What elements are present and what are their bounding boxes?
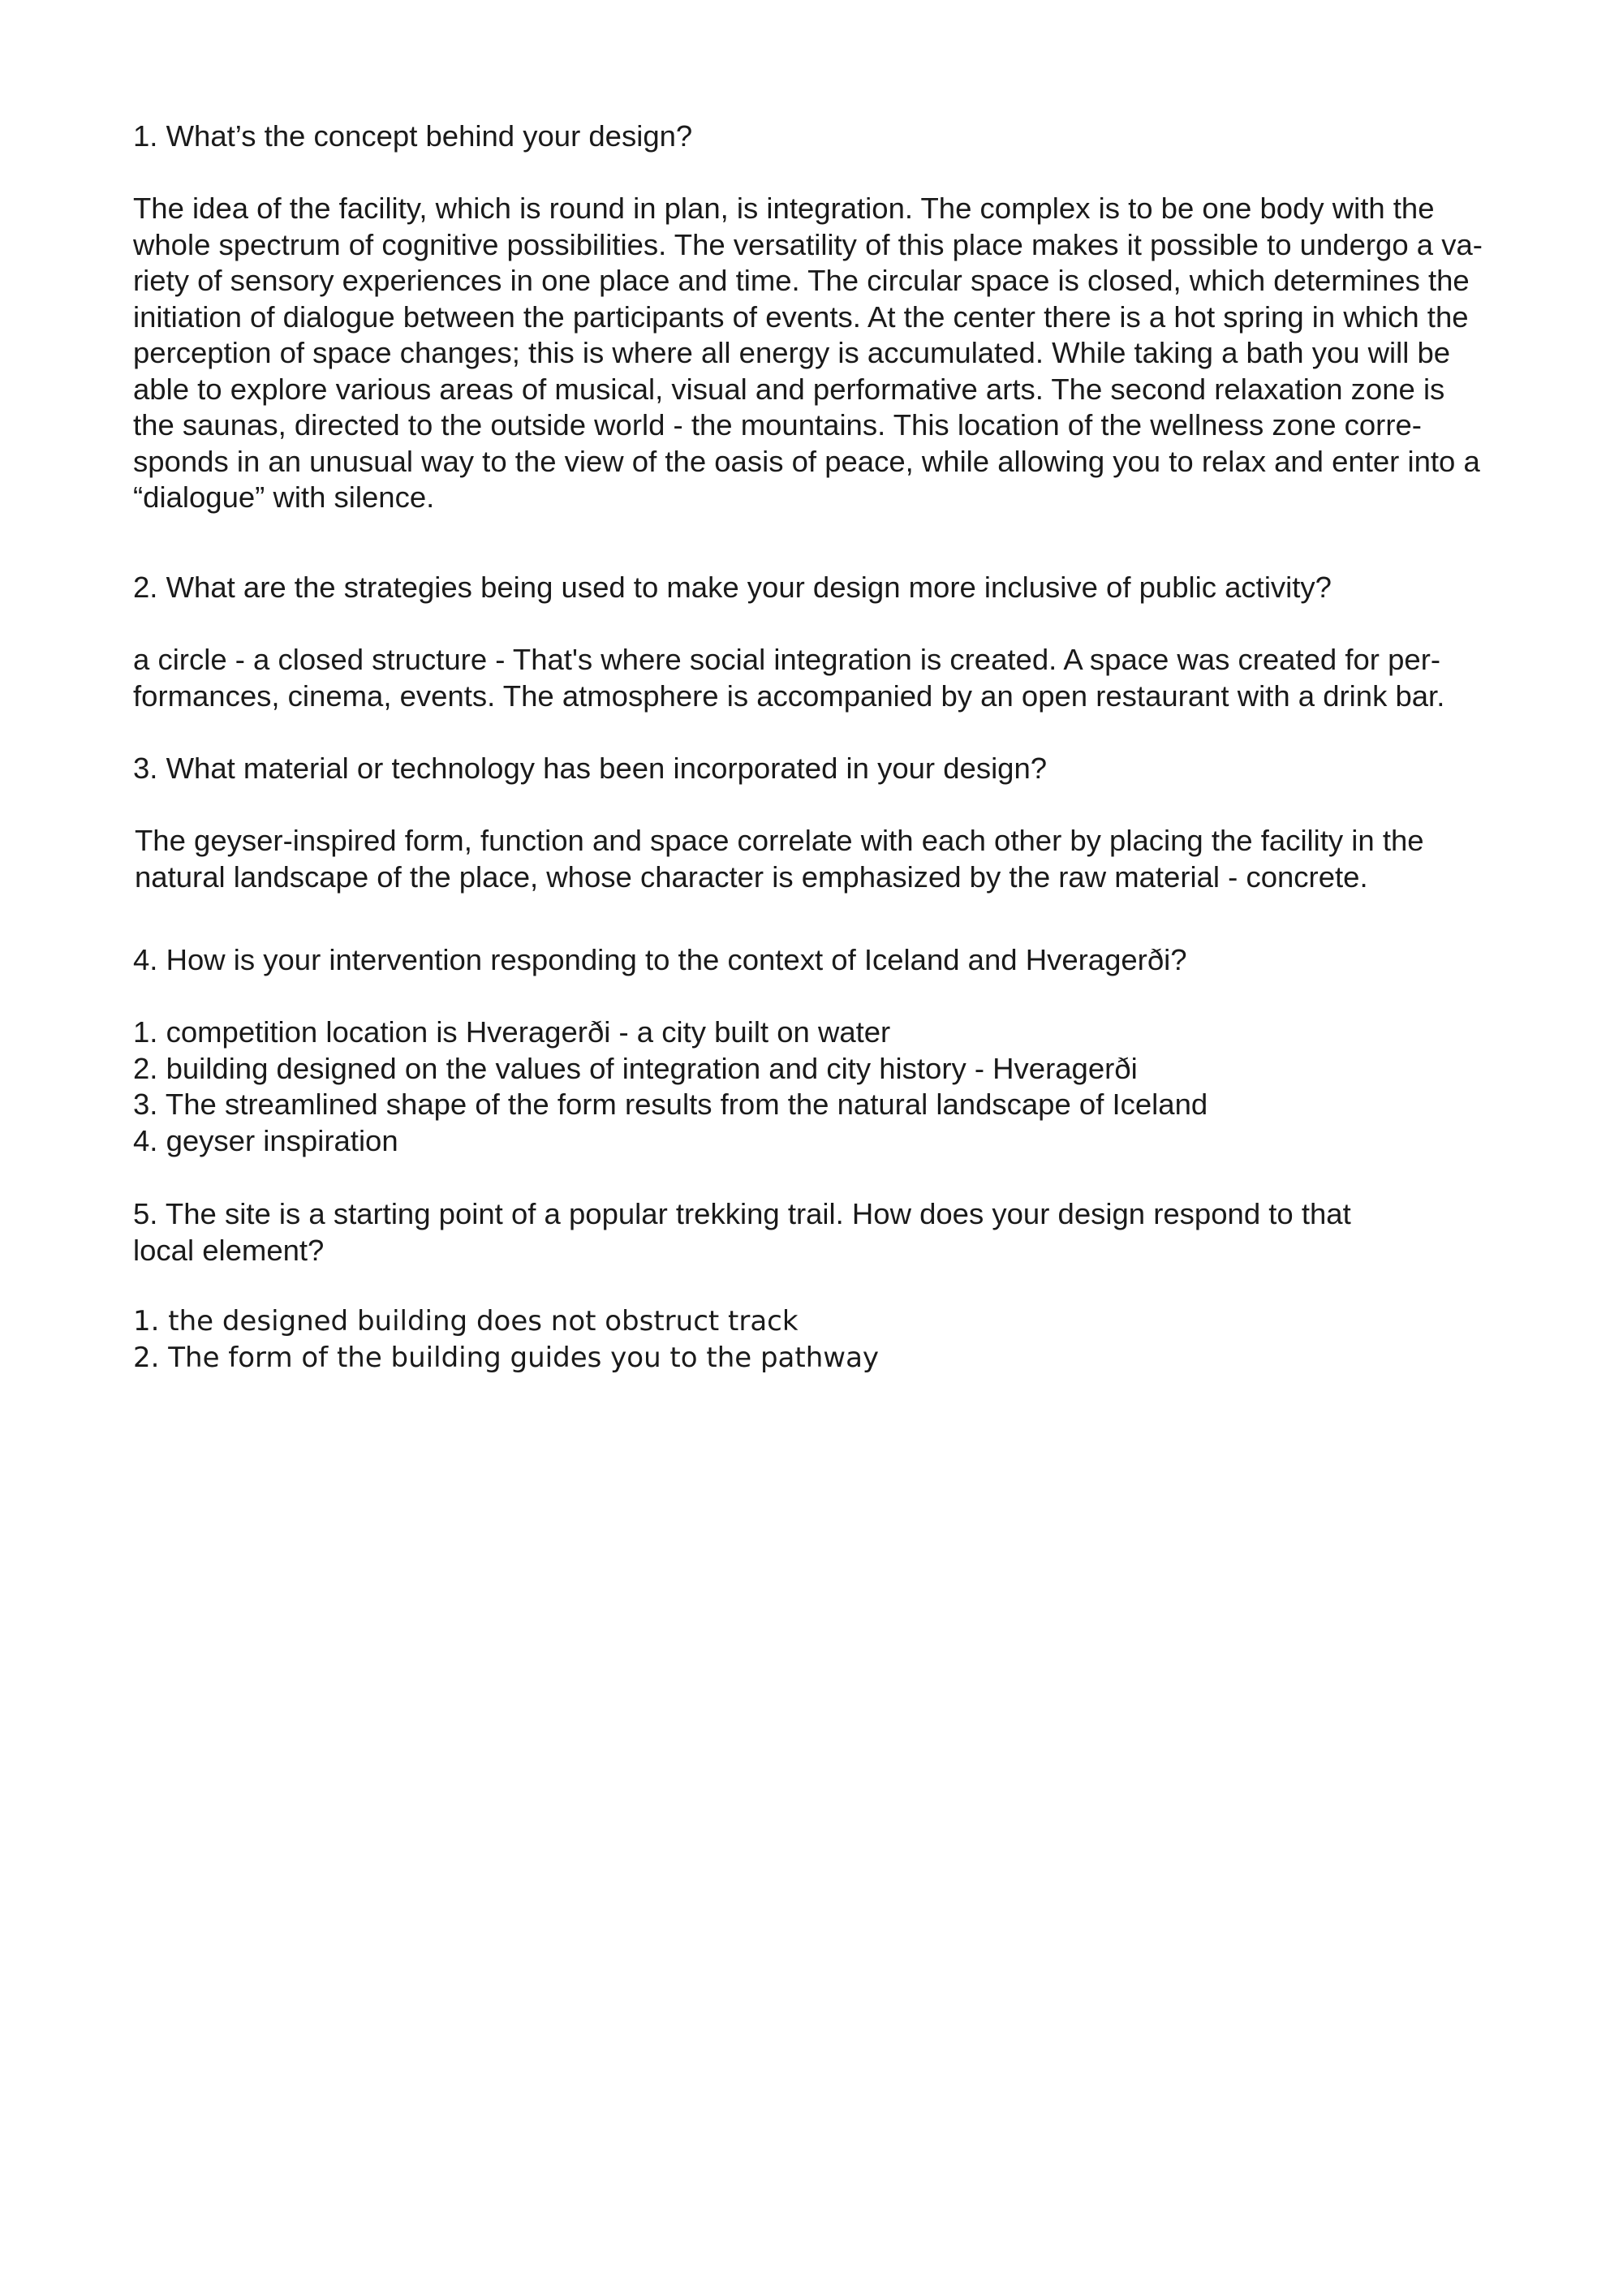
answer-1: [133, 191, 1529, 516]
answer-2-line: formances, cinema, events. The atmosphere is accompanied by an open restaurant with a drink bar.: [133, 678, 1445, 713]
answer-5-list: [133, 1303, 1529, 1376]
question-5-line: local element?: [133, 1233, 325, 1267]
list-item: 1. competition location is Hveragerði - a city built on water: [133, 1015, 891, 1049]
list-item: 4. geyser inspiration: [133, 1123, 398, 1157]
answer-3-line: natural landscape of the place, whose character is emphasized by the raw material - concrete.: [135, 859, 1368, 894]
answer-1-line: whole spectrum of cognitive possibilities. The versatility of this place makes it possible to undergo a va-: [133, 227, 1483, 261]
question-5-line: 5. The site is a starting point of a popular trekking trail. How does your design respond to that: [133, 1197, 1351, 1230]
answer-2: [133, 642, 1529, 714]
question-4: 4. How is your intervention responding to the context of Iceland and Hveragerði?: [133, 943, 1187, 976]
question-3: 3. What material or technology has been incorporated in your design?: [133, 752, 1048, 785]
answer-1-line: perception of space changes; this is where all energy is accumulated. While taking a bath you will be: [133, 336, 1451, 369]
answer-1-line: initiation of dialogue between the participants of events. At the center there is a hot spring in which the: [133, 299, 1469, 334]
question-1: 1. What’s the concept behind your design?: [133, 119, 693, 153]
question-2: 2. What are the strategies being used to make your design more inclusive of public activity?: [133, 571, 1332, 604]
answer-1-line: The idea of the facility, which is round in plan, is integration. The complex is to be one body with the: [133, 192, 1435, 225]
list-item: 1. the designed building does not obstruct track: [133, 1305, 799, 1338]
answer-1-line: “dialogue” with silence.: [133, 480, 435, 514]
answer-2-line: a circle - a closed structure - That's where social integration is created. A space was created for per-: [133, 643, 1441, 676]
answer-3-line: The geyser-inspired form, function and space correlate with each other by placing the facility in the: [135, 824, 1424, 857]
answer-1-line: sponds in an unusual way to the view of the oasis of peace, while allowing you to relax and enter into a: [133, 444, 1480, 478]
answer-1-line: riety of sensory experiences in one place and time. The circular space is closed, which determines the: [133, 264, 1470, 297]
answer-1-line: the saunas, directed to the outside world - the mountains. This location of the wellness zone corre-: [133, 408, 1422, 442]
answer-1-line: able to explore various areas of musical, visual and performative arts. The second relaxation zone is: [133, 372, 1445, 406]
list-item: 2. The form of the building guides you to the pathway: [133, 1341, 880, 1374]
question-5: [133, 1196, 1529, 1269]
answer-3: [135, 823, 1530, 895]
list-item: 3. The streamlined shape of the form results from the natural landscape of Iceland: [133, 1088, 1208, 1121]
list-item: 2. building designed on the values of integration and city history - Hveragerði: [133, 1051, 1138, 1085]
answer-4-list: [133, 1014, 1529, 1159]
